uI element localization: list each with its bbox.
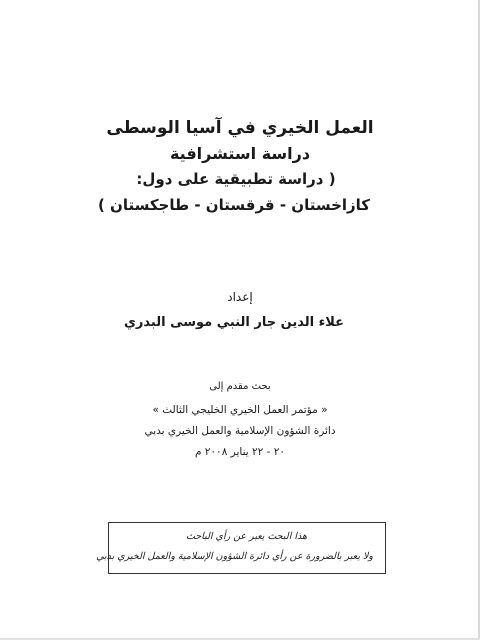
disclaimer-box [96, 522, 386, 574]
title-line-4: كازاخستان - قرقستان - طاجكستان ) [97, 196, 371, 214]
title-line-1: العمل الخيري في آسيا الوسطى [106, 118, 374, 138]
conference-name: « مؤتمر العمل الخيري الخليجي الثالث » [152, 404, 328, 416]
preparation-label: إعداد [227, 290, 253, 304]
organizer-name: دائرة الشؤون الإسلامية والعمل الخيري بدبي [144, 425, 336, 437]
title-line-2: دراسة استشرافية [169, 144, 311, 163]
title-line-3: ( دراسة تطبيقية على دول: [136, 170, 336, 188]
disclaimer-line-1: هذا البحث يعبر عن رأي الباحث [186, 531, 307, 542]
author-name: علاء الدين جار النبي موسى البدري [124, 315, 344, 330]
disclaimer-line-2: ولا يعبر بالضرورة عن رأي دائرة الشؤون الإسلامية والعمل الخيري بدبي [96, 551, 373, 562]
conference-date: ٢٠ - ٢٢ يناير ٢٠٠٨ م [194, 446, 286, 458]
research-submitted-label: بحث مقدم إلى [209, 381, 271, 392]
